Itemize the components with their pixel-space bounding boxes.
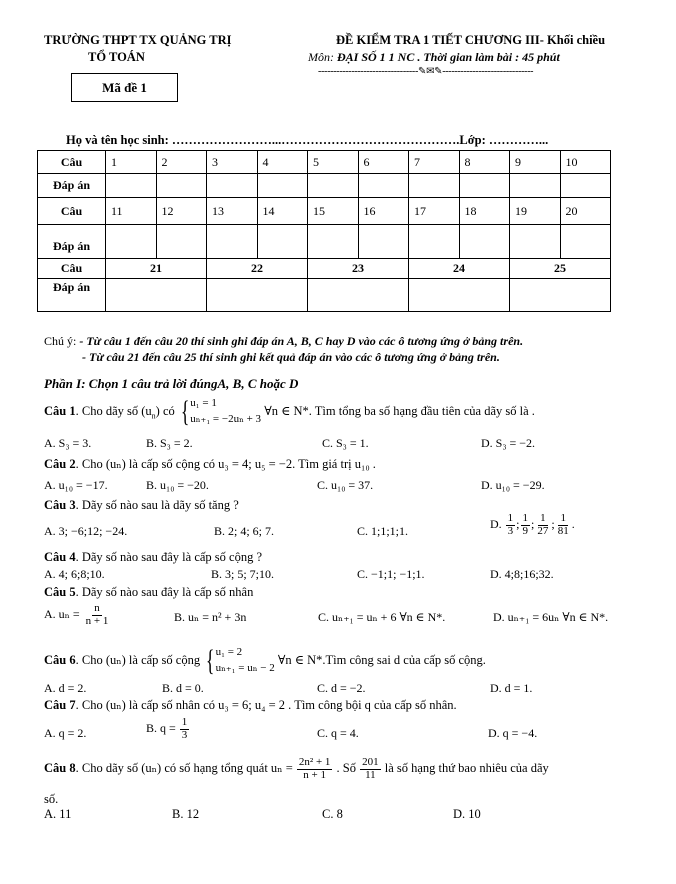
option-a[interactable]: A. d = 2. — [44, 681, 87, 695]
question-label: Câu 3 — [44, 498, 76, 512]
table-cell: 11 — [106, 198, 157, 225]
table-cell: 20 — [560, 198, 611, 225]
option-b[interactable]: B. 3; 5; 7;10. — [211, 567, 275, 581]
option-b[interactable]: B. 12 — [172, 807, 200, 821]
answer-cell[interactable] — [106, 174, 157, 198]
question-label: Câu 6 — [44, 652, 76, 667]
answer-cell[interactable] — [560, 225, 611, 259]
table-cell: 25 — [510, 259, 611, 279]
subject-label: Môn: — [308, 50, 334, 64]
option-d[interactable]: D. $\frac{1}{3}$ ; $\frac{1}{9}$ ; $\frac{1}{27}$ ; $\frac{1}{81}$ . — [490, 512, 575, 537]
table-cell: 16 — [358, 198, 409, 225]
answer-cell[interactable] — [308, 174, 359, 198]
table-row — [38, 174, 611, 198]
table-row — [38, 151, 611, 174]
table-cell: 24 — [409, 259, 510, 279]
table-cell: 7 — [409, 151, 460, 174]
option-b[interactable]: B. S₃ = 2. — [146, 436, 193, 450]
answer-cell[interactable] — [207, 225, 258, 259]
option-a[interactable]: A. 11 — [44, 807, 72, 821]
answer-cell[interactable] — [308, 225, 359, 259]
option-c[interactable]: C. uₙ₊₁ = uₙ + 6 ∀n ∈ N*. — [318, 610, 446, 624]
question-7: Câu 7. Cho (uₙ) là cấp số nhân có u₃ = 6; u₄ = 2 . Tìm công bội q của cấp số nhân. — [44, 698, 457, 712]
student-name-line: Họ và tên học sinh: ……………………...…………………………………….Lớp: …………... — [66, 133, 549, 147]
option-a[interactable]: A. 4; 6;8;10. — [44, 567, 105, 581]
question-3: Câu 3. Dãy số nào sau là dãy số tăng ? — [44, 498, 239, 512]
table-row — [38, 198, 611, 225]
question-2: Câu 2. Cho (uₙ) là cấp số cộng có u₃ = 4; u₅ = −2. Tìm giá trị u₁₀ . — [44, 457, 376, 471]
table-cell: 9 — [510, 151, 561, 174]
question-label: Câu 2 — [44, 457, 76, 471]
question-label: Câu 1 — [44, 403, 76, 418]
note-text-1: - Từ câu 1 đến câu 20 thí sinh ghi đáp án A, B, C hay D vào các ô tương ứng ở bảng trên. — [76, 334, 524, 348]
question-label: Câu — [38, 198, 106, 225]
question-8: Câu 8. Cho dãy số (uₙ) có số hạng tổng quát uₙ = $\frac{\text{2n² + 1}}{n + 1}$ . Số $\frac{201}{11}$ là số hạng thứ bao nhiêu của dãy — [44, 756, 549, 781]
answer-cell[interactable] — [257, 174, 308, 198]
answer-label: Đáp án — [38, 279, 106, 312]
table-cell: 18 — [459, 198, 510, 225]
exam-title: ĐỀ KIỂM TRA 1 TIẾT CHƯƠNG III- Khối chiều — [336, 33, 606, 47]
answer-cell[interactable] — [510, 174, 561, 198]
note-prefix: Chú ý: — [44, 334, 77, 348]
table-cell: 15 — [308, 198, 359, 225]
note-line-2: - Từ câu 21 đến câu 25 thí sinh ghi kết quả đáp án vào các ô tương ứng ở bảng trên. — [82, 350, 500, 364]
question-label: Câu — [38, 151, 106, 174]
question-1: Câu 1. Cho dãy số $(u_n)$ có { u₁ = 1 uₙ₊₁ = −2uₙ + 3 ∀n ∈ N*. Tìm tổng ba số hạng đầu tiên của dãy số là . — [44, 394, 535, 428]
table-cell: 21 — [106, 259, 207, 279]
answer-table — [37, 150, 611, 312]
table-cell: 4 — [257, 151, 308, 174]
answer-cell[interactable] — [459, 174, 510, 198]
question-label: Câu 8 — [44, 760, 76, 775]
answer-cell[interactable] — [358, 225, 409, 259]
option-b[interactable]: B. d = 0. — [162, 681, 204, 695]
divider: ---------------------------------✎✉✎------------------------------ — [318, 66, 534, 77]
answer-label: Đáp án — [38, 225, 106, 259]
option-a[interactable]: A. S₃ = 3. — [44, 436, 92, 450]
answer-cell[interactable] — [510, 225, 561, 259]
answer-cell[interactable] — [156, 174, 207, 198]
table-cell: 22 — [207, 259, 308, 279]
answer-cell[interactable] — [106, 279, 207, 312]
question-6: Câu 6. Cho (uₙ) là cấp số cộng { u₁ = 2 uₙ₊₁ = uₙ − 2 ∀n ∈ N*.Tìm công sai d của cấp số cộng. — [44, 643, 486, 677]
table-row — [38, 225, 611, 259]
option-d[interactable]: D. S₃ = −2. — [481, 436, 536, 450]
subject-line — [308, 50, 560, 65]
answer-cell[interactable] — [409, 225, 460, 259]
answer-cell[interactable] — [409, 279, 510, 312]
table-cell: 10 — [560, 151, 611, 174]
table-cell: 8 — [459, 151, 510, 174]
table-cell: 14 — [257, 198, 308, 225]
table-cell: 17 — [409, 198, 460, 225]
school-name: TRƯỜNG THPT TX QUẢNG TRỊ — [44, 33, 232, 47]
answer-cell[interactable] — [409, 174, 460, 198]
question-label: Câu 7 — [44, 698, 76, 712]
answer-cell[interactable] — [510, 279, 611, 312]
table-cell: 2 — [156, 151, 207, 174]
table-cell: 23 — [308, 259, 409, 279]
answer-cell[interactable] — [207, 279, 308, 312]
table-row — [38, 259, 611, 279]
exam-code-box: Mã đề 1 — [71, 73, 178, 102]
note-line-1 — [44, 334, 523, 349]
option-b[interactable]: B. 2; 4; 6; 7. — [214, 524, 275, 538]
option-c[interactable]: C. u₁₀ = 37. — [317, 478, 374, 492]
part-1-title: Phần I: Chọn 1 câu trả lời đúngA, B, C hoặc D — [44, 376, 299, 391]
option-d[interactable]: D. u₁₀ = −29. — [481, 478, 545, 492]
option-c[interactable]: C. −1;1; −1;1. — [357, 567, 425, 581]
option-c[interactable]: C. 1;1;1;1. — [357, 524, 409, 538]
option-d[interactable]: D. 10 — [453, 807, 481, 821]
recurrence-system: { u₁ = 2 uₙ₊₁ = uₙ − 2 — [206, 643, 275, 677]
table-cell: 6 — [358, 151, 409, 174]
option-b[interactable]: B. u₁₀ = −20. — [146, 478, 209, 492]
option-d[interactable]: D. uₙ₊₁ = 6uₙ ∀n ∈ N*. — [493, 610, 609, 624]
question-label: Câu 5 — [44, 585, 76, 599]
option-c[interactable]: C. 8 — [322, 807, 343, 821]
option-d[interactable]: D. q = −4. — [488, 726, 538, 740]
question-5: Câu 5. Dãy số nào sau đây là cấp số nhân — [44, 585, 254, 599]
answer-cell[interactable] — [560, 174, 611, 198]
answer-cell[interactable] — [308, 279, 409, 312]
option-a[interactable]: A. q = 2. — [44, 726, 87, 740]
option-c[interactable]: C. d = −2. — [317, 681, 366, 695]
table-row — [38, 279, 611, 312]
option-a[interactable]: A. 3; −6;12; −24. — [44, 524, 128, 538]
option-a[interactable]: A. uₙ = $\frac{n}{n + 1}$ — [44, 602, 109, 627]
option-d[interactable]: D. d = 1. — [490, 681, 533, 695]
answer-label: Đáp án — [38, 174, 106, 198]
answer-cell[interactable] — [207, 174, 258, 198]
option-b[interactable]: B. q = $\frac{1}{3}$ — [146, 716, 188, 741]
option-c[interactable]: C. S₃ = 1. — [322, 436, 369, 450]
table-cell: 12 — [156, 198, 207, 225]
table-cell: 3 — [207, 151, 258, 174]
question-8-continued: số. — [44, 792, 59, 806]
question-label: Câu 4 — [44, 550, 76, 564]
question-label: Câu — [38, 259, 106, 279]
table-cell: 19 — [510, 198, 561, 225]
option-d[interactable]: D. 4;8;16;32. — [490, 567, 554, 581]
option-a[interactable]: A. u₁₀ = −17. — [44, 478, 108, 492]
table-cell: 1 — [106, 151, 157, 174]
answer-cell[interactable] — [106, 225, 157, 259]
subject-text: ĐẠI SỐ 1 1 NC . Thời gian làm bài : 45 phút — [337, 50, 560, 64]
table-cell: 5 — [308, 151, 359, 174]
answer-cell[interactable] — [257, 225, 308, 259]
answer-cell[interactable] — [358, 174, 409, 198]
department-name: TỔ TOÁN — [88, 50, 145, 64]
answer-cell[interactable] — [156, 225, 207, 259]
recurrence-system: { u₁ = 1 uₙ₊₁ = −2uₙ + 3 — [180, 394, 262, 428]
option-c[interactable]: C. q = 4. — [317, 726, 359, 740]
question-4: Câu 4. Dãy số nào sau đây là cấp số cộng ? — [44, 550, 263, 564]
table-cell: 13 — [207, 198, 258, 225]
answer-cell[interactable] — [459, 225, 510, 259]
option-b[interactable]: B. uₙ = n² + 3n — [174, 610, 247, 624]
